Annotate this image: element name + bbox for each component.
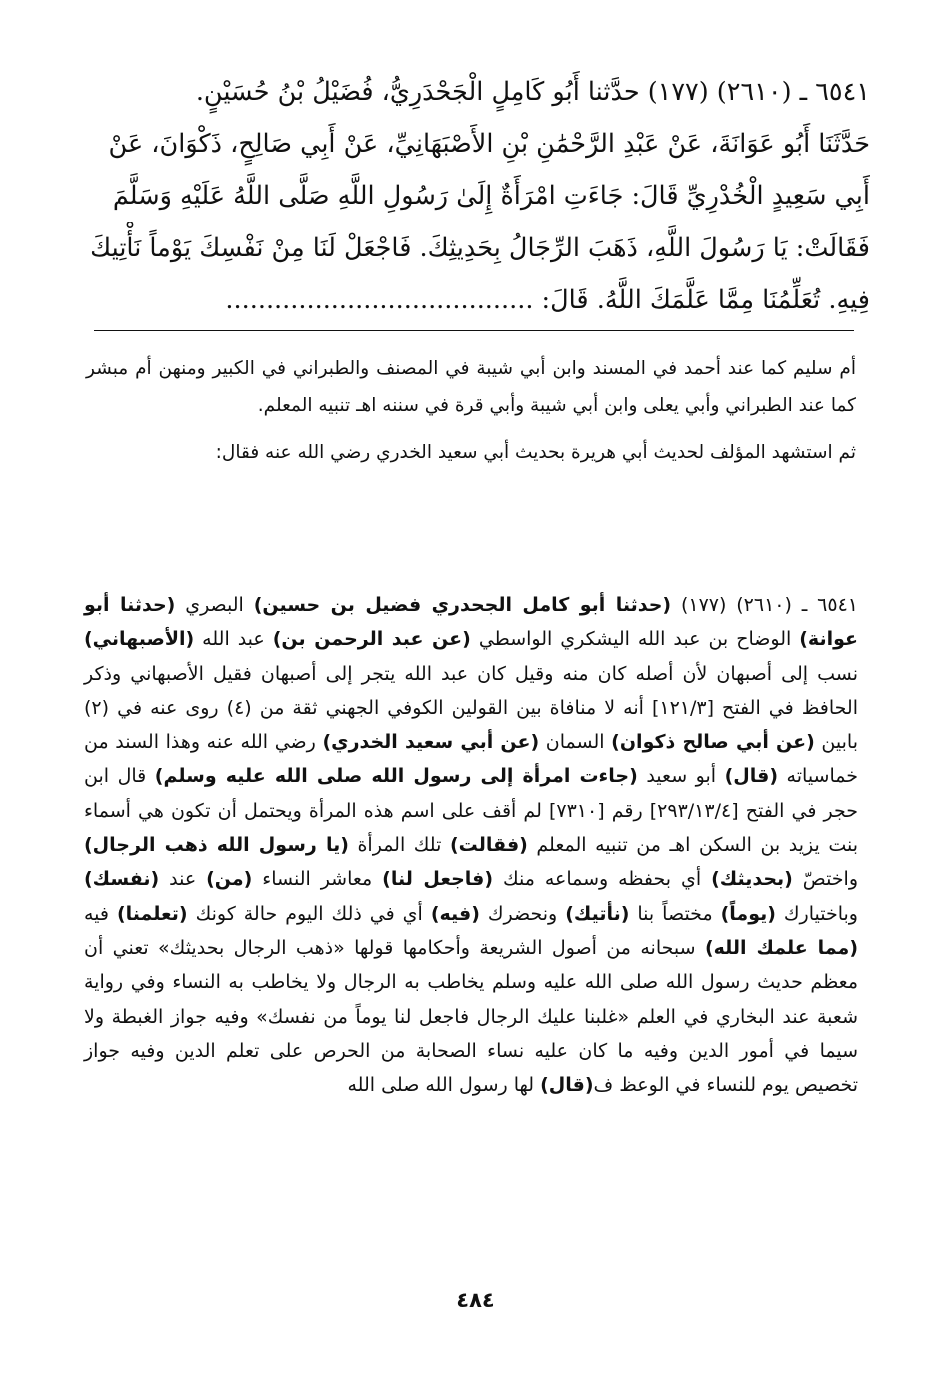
hadith-quote: (من) bbox=[206, 868, 253, 891]
hadith-quote: (نفسك) bbox=[84, 868, 160, 891]
commentary-paragraph bbox=[84, 588, 858, 1102]
footnote-block bbox=[86, 350, 856, 471]
commentary-text: رضي الله عنه وهذا السند من خماسياته bbox=[84, 731, 858, 788]
hadith-quote: (نأتيك) bbox=[565, 902, 630, 925]
commentary-text: نسب إلى أصبهان لأن أصله كان منه وقيل كان عبد الله يتجر إلى أصبهان فقيل الأصبهاني وذكر الحافظ في الفتح [١٢١/٣] أنه لا منافاة بين القولين الكوفي الجهني ثقة من (٤) روى عنه في (٢) بابين bbox=[84, 662, 858, 754]
hadith-quote: (فيه) bbox=[430, 902, 480, 925]
hadith-quote: (الأصبهاني) bbox=[84, 628, 195, 651]
commentary-text: ونحضرك bbox=[479, 902, 566, 925]
hadith-quote: (قال) bbox=[724, 765, 779, 788]
commentary-text: أي بحفظه وسماعه منك bbox=[493, 868, 712, 891]
hadith-quote: (يا رسول الله ذهب الرجال) bbox=[84, 834, 349, 857]
hadith-line: ٦٥٤١ ـ (٢٦١٠) (١٧٧) حدَّثنا أَبُو كَامِلٍ الْجَحْدَرِيُّ، فُضَيْلُ بْنُ حُسَيْنٍ. bbox=[195, 77, 870, 107]
hadith-quote: (جاءت امرأة إلى رسول الله صلى الله عليه وسلم) bbox=[154, 765, 638, 788]
hadith-quote: (عن عبد الرحمن بن) bbox=[272, 628, 471, 651]
hadith-quote: (حدثنا أبو عوانة) bbox=[84, 594, 858, 651]
footnote-paragraph: أم سليم كما عند أحمد في المسند وابن أبي شيبة في المصنف والطبراني في الكبير ومنهن أم مبشر كما عند الطبراني وأبي يعلى وابن أبي شيبة وأبي قرة في سننه اهـ تنبيه المعلم. bbox=[86, 358, 856, 416]
commentary-text: واختصّ bbox=[792, 868, 859, 891]
hadith-quote: (مما علمك الله) bbox=[704, 936, 858, 959]
commentary-text: أبو سعيد bbox=[637, 765, 725, 788]
hadith-quote: (فقالت) bbox=[449, 834, 528, 857]
commentary-text: معاشر النساء bbox=[252, 868, 383, 891]
commentary-text: أي في ذلك اليوم حالة كونك bbox=[187, 902, 431, 925]
page-number: ٤٨٤ bbox=[456, 1288, 495, 1312]
hadith-quote: (يوماً) bbox=[720, 902, 776, 925]
commentary-text: فيه bbox=[84, 902, 117, 925]
commentary-text: سبحانه من أصول الشريعة وأحكامها قولها «ذهب الرجال بحديثك» تعني أن معظم حديث رسول الله صلى الله عليه وسلم يخاطب به الرجال ولا يخاطب به النساء وفي رواية شعبة عند البخاري في العلم «غلبنا عليك الرجال فاجعل لنا يوماً من نفسك» وفيه جواز الغبطة ولا سيما في أمور الدين وفيه ما كان عليه نساء الصحابة من الحرص على تعلم الدين وفيه جواز تخصيص يوم للنساء في الوعظ ف bbox=[84, 936, 858, 1097]
commentary-text: قال ابن حجر في الفتح [٢٩٣/١٣/٤] رقم [٧٣١٠] لم أقف على اسم هذه المرأة ويحتمل أن تكون هي أسماء بنت يزيد بن السكن اهـ من تنبيه المعلم bbox=[84, 765, 859, 857]
hadith-quote: (فاجعل لنا) bbox=[382, 868, 494, 891]
hadith-line: حَدَّثَنَا أَبُو عَوَانَةَ، عَنْ عَبْدِ الرَّحْمَٰنِ بْنِ الأَصْبَهَانِيِّ، عَنْ أَبِي صَالِحٍ، ذَكْوَانَ، عَنْ bbox=[108, 129, 870, 159]
commentary-block bbox=[84, 588, 858, 1102]
hadith-quote: (عن أبي سعيد الخدري) bbox=[322, 731, 540, 754]
commentary-text: لها رسول الله صلى الله bbox=[347, 1074, 541, 1097]
hadith-quote: (تعلمنا) bbox=[116, 902, 188, 925]
commentary-text: الوضاح بن عبد الله اليشكري الواسطي bbox=[470, 628, 800, 651]
commentary-text: ٦٥٤١ ـ (٢٦١٠) (١٧٧) bbox=[671, 594, 858, 616]
section-divider bbox=[94, 330, 854, 331]
hadith-line: فَقَالَتْ: يَا رَسُولَ اللَّهِ، ذَهَبَ الرِّجَالُ بِحَدِيثِكَ. فَاجْعَلْ لَنَا مِنْ نَفْسِكَ يَوْماً نَأْتِيكَ bbox=[90, 233, 870, 263]
hadith-quote: (قال) bbox=[540, 1074, 594, 1097]
commentary-text: عند bbox=[159, 868, 207, 891]
hadith-quote: (عن أبي صالح ذكوان) bbox=[611, 731, 815, 754]
hadith-line: فِيهِ. تُعَلِّمُنَا مِمَّا عَلَّمَكَ اللَّهُ. قَالَ: ...................................... bbox=[225, 285, 870, 315]
hadith-text bbox=[80, 66, 870, 326]
footnote-paragraph: ثم استشهد المؤلف لحديث أبي هريرة بحديث أبي سعيد الخدري رضي الله عنه فقال: bbox=[215, 442, 856, 463]
commentary-text: البصري bbox=[175, 594, 254, 616]
commentary-text: عبد الله bbox=[194, 628, 273, 651]
commentary-text: السمان bbox=[539, 731, 612, 754]
commentary-text: تلك المرأة bbox=[348, 834, 450, 857]
commentary-text: مختصاً بنا bbox=[629, 902, 721, 925]
hadith-line: أَبِي سَعِيدٍ الْخُدْرِيِّ قَالَ: جَاءَتِ امْرَأَةٌ إِلَىٰ رَسُولِ اللَّهِ صَلَّى اللَّهُ عَلَيْهِ وَسَلَّمَ bbox=[112, 181, 870, 211]
hadith-quote: (بحديثك) bbox=[711, 868, 793, 891]
hadith-quote: (حدثنا أبو كامل الجحدري فضيل بن حسين) bbox=[253, 594, 672, 616]
commentary-text: وباختيارك bbox=[775, 902, 858, 925]
